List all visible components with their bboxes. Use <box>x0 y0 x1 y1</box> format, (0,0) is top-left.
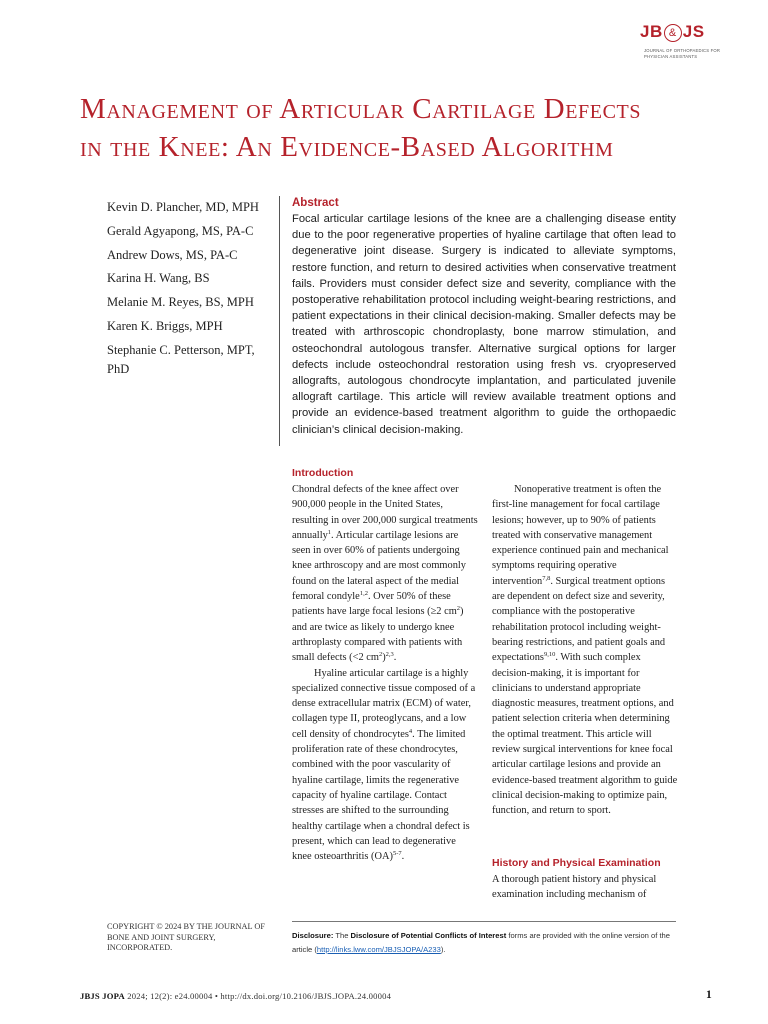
paragraph: Nonoperative treatment is often the first-line management for focal cartilage lesions; however, up to 90% of patients treated with conservative management experience continued pain and mechanical symptoms requiring operative intervention$^{7,8}$. Surgical treatment options are dependent on defect size and severity, compliance with the postoperative rehabilitation protocol including weight-bearing restrictions, and patient goals and expectations$^{9,10}$. With such complex decision-making, it is important for clinicians to understand appropriate diagnostic measures, treatment options, and patient selection criteria when determining the optimal treatment. This article will review surgical interventions for knee focal articular cartilage lesions and provide an evidence-based treatment algorithm to guide clinical decision-making to optimize pain, function, and return to sport. <box>492 484 678 817</box>
author: Stephanie C. Petterson, MPT, PhD <box>107 342 255 376</box>
disclosure-link[interactable]: http://links.lww.com/JBJSJOPA/A233 <box>316 944 441 954</box>
history-text: A thorough patient history and physical examination including mechanism of <box>492 874 657 901</box>
author: Kevin D. Plancher, MD, MPH <box>107 200 259 214</box>
author: Melanie M. Reyes, BS, MPH <box>107 295 254 310</box>
copyright-notice: COPYRIGHT © 2024 BY THE JOURNAL OF BONE AND JOINT SURGERY, INCORPORATED. <box>107 922 265 953</box>
page-number: 1 <box>706 989 712 1001</box>
disclosure-note: Disclosure: The Disclosure of Potential Conflicts of Interest forms are provided with the online version of the article (http://links.lww.com/JBJSJOPA/A233). <box>292 931 671 954</box>
column-divider <box>279 196 280 446</box>
introduction-heading: Introduction <box>292 467 354 479</box>
abstract-heading: Abstract <box>292 197 339 209</box>
body-column-right <box>492 482 680 819</box>
author: Gerald Agyapong, MS, PA-C <box>107 223 254 238</box>
history-heading: History and Physical Examination <box>492 857 661 869</box>
disclosure-divider <box>292 921 676 922</box>
author: Karen K. Briggs, MPH <box>107 318 223 333</box>
journal-logo <box>640 22 732 66</box>
page-footer: JBJS JOPA 2024; 12(2): e24.00004 • http://dx.doi.org/10.2106/JBJS.JOPA.24.00004 <box>80 991 392 1001</box>
author: Andrew Dows, MS, PA-C <box>107 247 238 262</box>
author: Karina H. Wang, BS <box>107 271 210 286</box>
author-list <box>107 196 267 379</box>
title-line-1: Management of Articular Cartilage Defects <box>80 93 642 125</box>
title-line-2: in the Knee: An Evidence-Based Algorithm <box>80 131 614 163</box>
paragraph: Chondral defects of the knee affect over 900,000 people in the United States, resulting in over 200,000 surgical treatments annually$^1$. Articular cartilage lesions are seen in over 60% of patients undergoing knee arthroscopy and are most commonly found on the lateral aspect of the medial femoral condyle$^{1,2}$. Over 50% of these patients have large focal lesions (≥2 $cm^2$) and are twice as likely to undergo knee arthroplasty compared with patients with small defects (<2 $cm^2)^{2,3}$. <box>292 484 478 664</box>
logo-mark: JB & JS <box>640 22 705 41</box>
paragraph: Hyaline articular cartilage is a highly specialized connective tissue composed of a dense extracellular matrix (ECM) of water, collagen type II, proteoglycans, and a low cell density of chondrocytes$^4$. The limited proliferation rate of these chondrocytes, combined with the poor vascularity of hyaline cartilage, limits the regenerative capacity of hyaline cartilage. Contact stresses are shifted to the surrounding healthy cartilage when a chondral defect is present, which can lead to degenerative knee osteoarthritis (OA)$^{5-7}$. <box>292 667 476 863</box>
logo-ampersand: & <box>664 24 682 42</box>
logo-subtitle: JOURNAL OF ORTHOPAEDICS FOR PHYSICIAN ASSISTANTS <box>644 48 721 59</box>
article-title <box>80 90 720 166</box>
abstract-text: Focal articular cartilage lesions of the knee are a challenging disease entity due to the poor regenerative properties of hyaline cartilage that often lead to degenerative joint disease. Surgery is indicated to alleviate symptoms, restore function, and return to desired activities when conservative treatment fails. Providers must consider defect size and severity, compliance with the postoperative rehabilitation protocol including weight-bearing restrictions, and patient expectations in their clinical decision-making. Smaller defects may be treated with arthroscopic chondroplasty, bone marrow stimulation, and osteochondral autologous transfer. Alternative surgical options for larger defects include osteochondral restoration using fresh vs. cryopreserved allografts, autologous chondrocyte implantation, and particulated juvenile allograft cartilage. This article will review available treatment options and provide an evidence-based treatment algorithm to guide the orthopaedic clinician’s clinical decision-making. <box>292 213 676 436</box>
body-column-left <box>292 482 478 864</box>
